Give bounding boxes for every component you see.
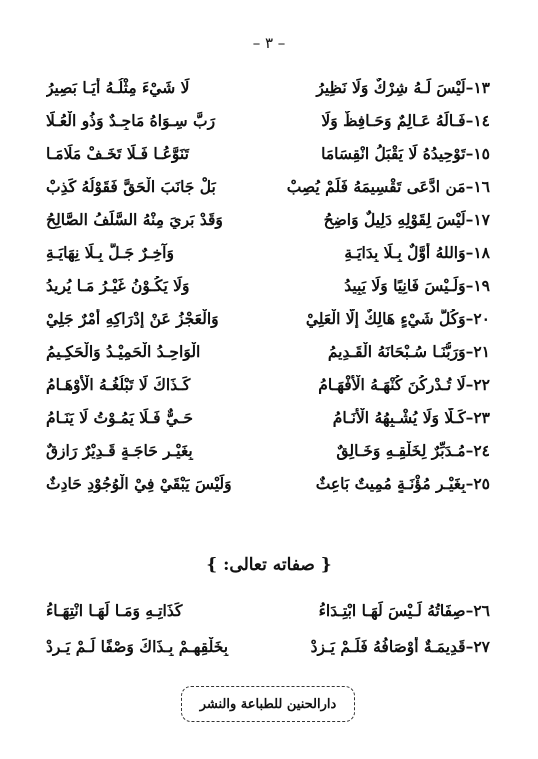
poem-verses-attributes xyxy=(46,592,490,664)
verse-number: ١٤ xyxy=(473,111,490,130)
verse-line xyxy=(46,467,490,500)
verse-first-hemistich: ٢٣–كَـلَّا وَلَا يُشْـبِهُهُ الْأَنَـامُ xyxy=(332,408,490,427)
verse-line xyxy=(46,236,490,269)
verse-first-hemistich: ٢١–وَرَبُّنَـا سُـبْحَانَهُ الْقَـدِيمُ xyxy=(327,342,490,361)
verse-line xyxy=(46,104,490,137)
verse-first-hemistich: ١٩–وَلَـيْسَ فَانِيًا وَلَا يَبِيدُ xyxy=(344,276,490,295)
verse-number: ٢١ xyxy=(473,342,490,361)
verse-first-hemistich: ١٤–فَـالَهُ عَـالِمٌ وَحَـافِظٌ وَلَا xyxy=(321,111,490,130)
section-heading: { صفاته تعالى: } xyxy=(206,555,332,575)
verse-number: ٢٢ xyxy=(473,375,490,394)
verse-first-hemistich: ٢٤–مُـدَبِّرٌ لِخَلْقِـهِ وَخَـالِقٌ xyxy=(336,441,490,460)
verse-first-hemistich: ١٥–تَوْحِيدُهُ لَا يَقْبَلُ انْقِسَامَا xyxy=(321,144,490,163)
verse-second-hemistich: لَا شَيْءَ مِثْلُـهُ أَيَـا بَصِيرُ xyxy=(46,78,190,97)
verse-second-hemistich: كَـذَاكَ لَا تَبْلُغُـهُ الْأَوْهَـامُ xyxy=(46,375,191,394)
verse-second-hemistich: الْوَاحِـدُ الْحَمِيْـدُ وَالْحَكِـيمُ xyxy=(46,342,201,361)
verse-number: ٢٤ xyxy=(473,441,490,460)
verse-second-hemistich: بِغَيْـرِ حَاجَـةٍ قَـدِيْرٌ رَازِقٌ xyxy=(46,441,193,460)
verse-first-hemistich: ٢٦–صِفَاتُهُ لَـيْسَ لَهَـا ابْتِـدَاءُ xyxy=(318,600,490,620)
verse-number: ١٩ xyxy=(473,276,490,295)
verse-first-hemistich: ١٧–لَيْسَ لِقَوْلِهِ دَلِيلٌ وَاضِحُ xyxy=(323,210,490,229)
verse-line xyxy=(46,401,490,434)
verse-number: ١٧ xyxy=(473,210,490,229)
verse-second-hemistich: وَآخِـرٌ جَـلَّ بِـلَا نِهَايَـةِ xyxy=(46,243,174,262)
verse-line xyxy=(46,302,490,335)
verse-first-hemistich: ١٣–لَيْسَ لَـهُ شِرْكٌ وَلَا نَظِيرُ xyxy=(316,78,490,97)
verse-second-hemistich: تَنَوَّعُـا فَـلَا تَخَـفْ مَلَامَـا xyxy=(46,144,189,163)
verse-number: ١٦ xyxy=(473,177,490,196)
verse-number: ٢٣ xyxy=(473,408,490,427)
verse-line xyxy=(46,434,490,467)
verse-number: ٢٥ xyxy=(473,474,490,493)
verse-line xyxy=(46,170,490,203)
verse-first-hemistich: ٢٥–بِغَيْـرِ مُؤْنَـةٍ مُمِيتٌ بَاعِثٌ xyxy=(315,474,490,493)
poem-verses xyxy=(46,71,490,500)
verse-first-hemistich: ١٦–مَنِ ادَّعَى تَقْسِيمَهُ فَلَمْ يُصِبْ xyxy=(286,177,490,196)
verse-second-hemistich: وَقَدْ بَرِيَ مِنْهُ السَّلَفُ الصَّالِحُ xyxy=(46,210,223,229)
verse-number: ١٥ xyxy=(473,144,490,163)
verse-second-hemistich: بَلْ جَانَبَ الْحَقَّ فَقَوْلُهُ كَذِبْ xyxy=(46,177,216,196)
page-number: – ٣ – xyxy=(252,34,286,52)
verse-second-hemistich: رَبَّ سِـوَاهُ مَاجِـدٌ وَذُو الْعُـلَا xyxy=(46,111,216,130)
verse-line xyxy=(46,335,490,368)
publisher-name: دارالحنين للطباعة والنشر xyxy=(199,696,337,712)
verse-number: ٢٧ xyxy=(473,636,490,656)
verse-line xyxy=(46,269,490,302)
verse-second-hemistich: وَالْعَجْزُ عَنْ إِدْرَاكِهِ أَمْرٌ جَلِيْ xyxy=(46,309,219,328)
verse-line xyxy=(46,71,490,104)
verse-line xyxy=(46,628,490,664)
verse-number: ١٣ xyxy=(473,78,490,97)
verse-number: ١٨ xyxy=(473,243,490,262)
verse-line xyxy=(46,592,490,628)
verse-first-hemistich: ٢٠–وَكُلُّ شَيْءٍ هَالِكٌ إِلَّا الْعَلِيْ xyxy=(305,309,490,328)
verse-line xyxy=(46,368,490,401)
verse-second-hemistich: كَذَاتِـهِ وَمَـا لَهَـا انْتِهَـاءُ xyxy=(46,600,183,620)
verse-number: ٢٠ xyxy=(473,309,490,328)
verse-line xyxy=(46,137,490,170)
verse-number: ٢٦ xyxy=(473,600,490,620)
verse-second-hemistich: حَـيٌّ فَـلَا يَمُـوْتُ لَا يَنَـامُ xyxy=(46,408,193,427)
verse-second-hemistich: وَلَا يَكُـوْنُ غَيْـرُ مَـا يُرِيدُ xyxy=(46,276,190,295)
verse-first-hemistich: ٢٧–قَدِيمَـةٌ أَوْصَافُهُ فَلَـمْ يَـزِدْ xyxy=(310,636,490,656)
verse-second-hemistich: وَلَيْسَ يَبْقَيْ فِيْ الْوُجُوْدِ حَادِثٌ xyxy=(46,474,232,493)
verse-first-hemistich: ١٨–وَاللهُ أَوَّلٌ بِـلَا بِدَايَـةِ xyxy=(344,243,490,262)
verse-line xyxy=(46,203,490,236)
publisher-label xyxy=(181,686,355,722)
verse-second-hemistich: بِخَلْقِهِـمْ بِـذَاكَ وَصْفًا لَـمْ يَـرِدْ xyxy=(46,636,229,656)
verse-first-hemistich: ٢٢–لَا تُـدْرِكُنَ كُنْهَـهُ الْأَفْهَـامُ xyxy=(318,375,490,394)
